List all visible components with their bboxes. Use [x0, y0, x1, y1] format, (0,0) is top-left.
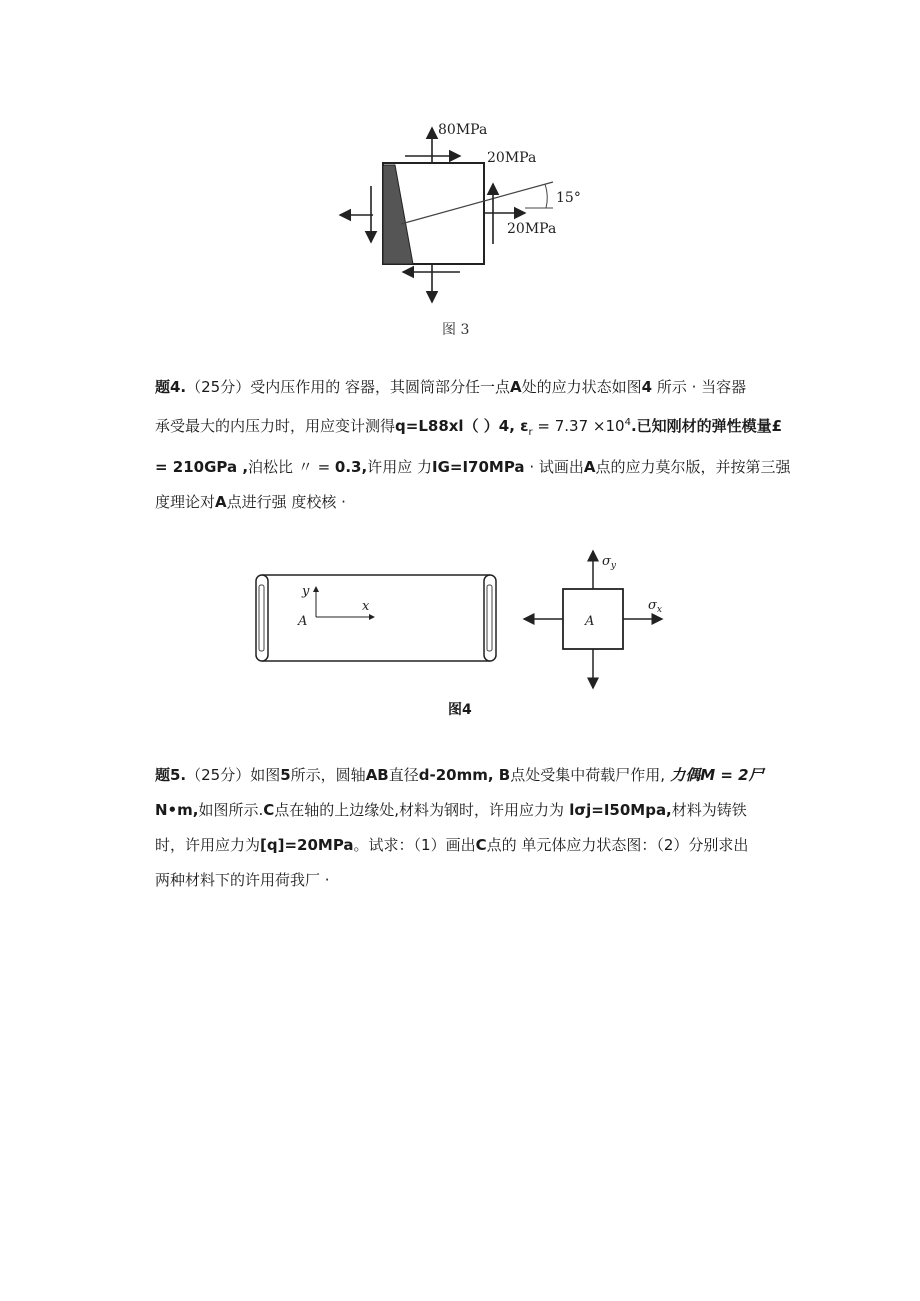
figure-3-caption: 图 3: [442, 322, 470, 338]
problem-5-line-3: 时，许用应力为[q]=20MPa。试求：（1）画出C点的 单元体应力状态图：（2）分别求出: [155, 836, 749, 854]
figure-4: [250, 545, 670, 695]
sigma-y-label: $\sigma_y$: [602, 554, 616, 571]
x-axis-label: x: [362, 599, 370, 614]
problem-4-text: [155, 370, 795, 520]
label-15deg: 15°: [556, 190, 581, 206]
problem-4-line-3: = 210GPa ,泊松比 〃 = 0.3,许用应 力IG=I70MPa · 试画出A点的应力莫尔版，并按第三强: [155, 458, 791, 476]
angle-arc: [545, 184, 547, 208]
point-a-label: A: [298, 614, 308, 629]
problem-5-text: [155, 758, 795, 898]
element-a-label: A: [585, 614, 595, 629]
label-80mpa: 80MPa: [438, 122, 488, 138]
problem-4-line-4: 度理论对A点进行强 度校核 ·: [155, 493, 346, 511]
problem-5-line-1: 题5.（25分）如图5所示，圆轴AB直径d-20mm, B点处受集中荷载尸作用, 力偶M = 2尸: [155, 766, 764, 784]
label-20mpa-top: 20MPa: [487, 150, 537, 166]
figure-4-caption: 图4: [448, 702, 472, 718]
cylinder-vessel: [256, 575, 496, 661]
problem-5-line-4: 两种材料下的许用荷我厂 ·: [155, 871, 330, 889]
problem-5-line-2: N•m,如图所示.C点在轴的上边缘处,材料为钢时，许用应力为 lσj=I50Mpa,材料为铸铁: [155, 801, 747, 819]
problem-4-line-2: 承受最大的内压力时，用应变计测得q=L88xl（ ）4, $\varepsilon_r = 7.37 \times 10^4$.已知刚材的弹性模量£: [155, 417, 783, 438]
label-20mpa-right: 20MPa: [507, 221, 557, 237]
sigma-x-label: $\sigma_x$: [648, 598, 662, 615]
y-axis-label: y: [302, 584, 310, 599]
problem-4-line-1: 题4.（25分）受内压作用的 容器，其圆筒部分任一点A处的应力状态如图4 所示 · 当容器: [155, 378, 747, 396]
figure-3: [335, 118, 585, 343]
